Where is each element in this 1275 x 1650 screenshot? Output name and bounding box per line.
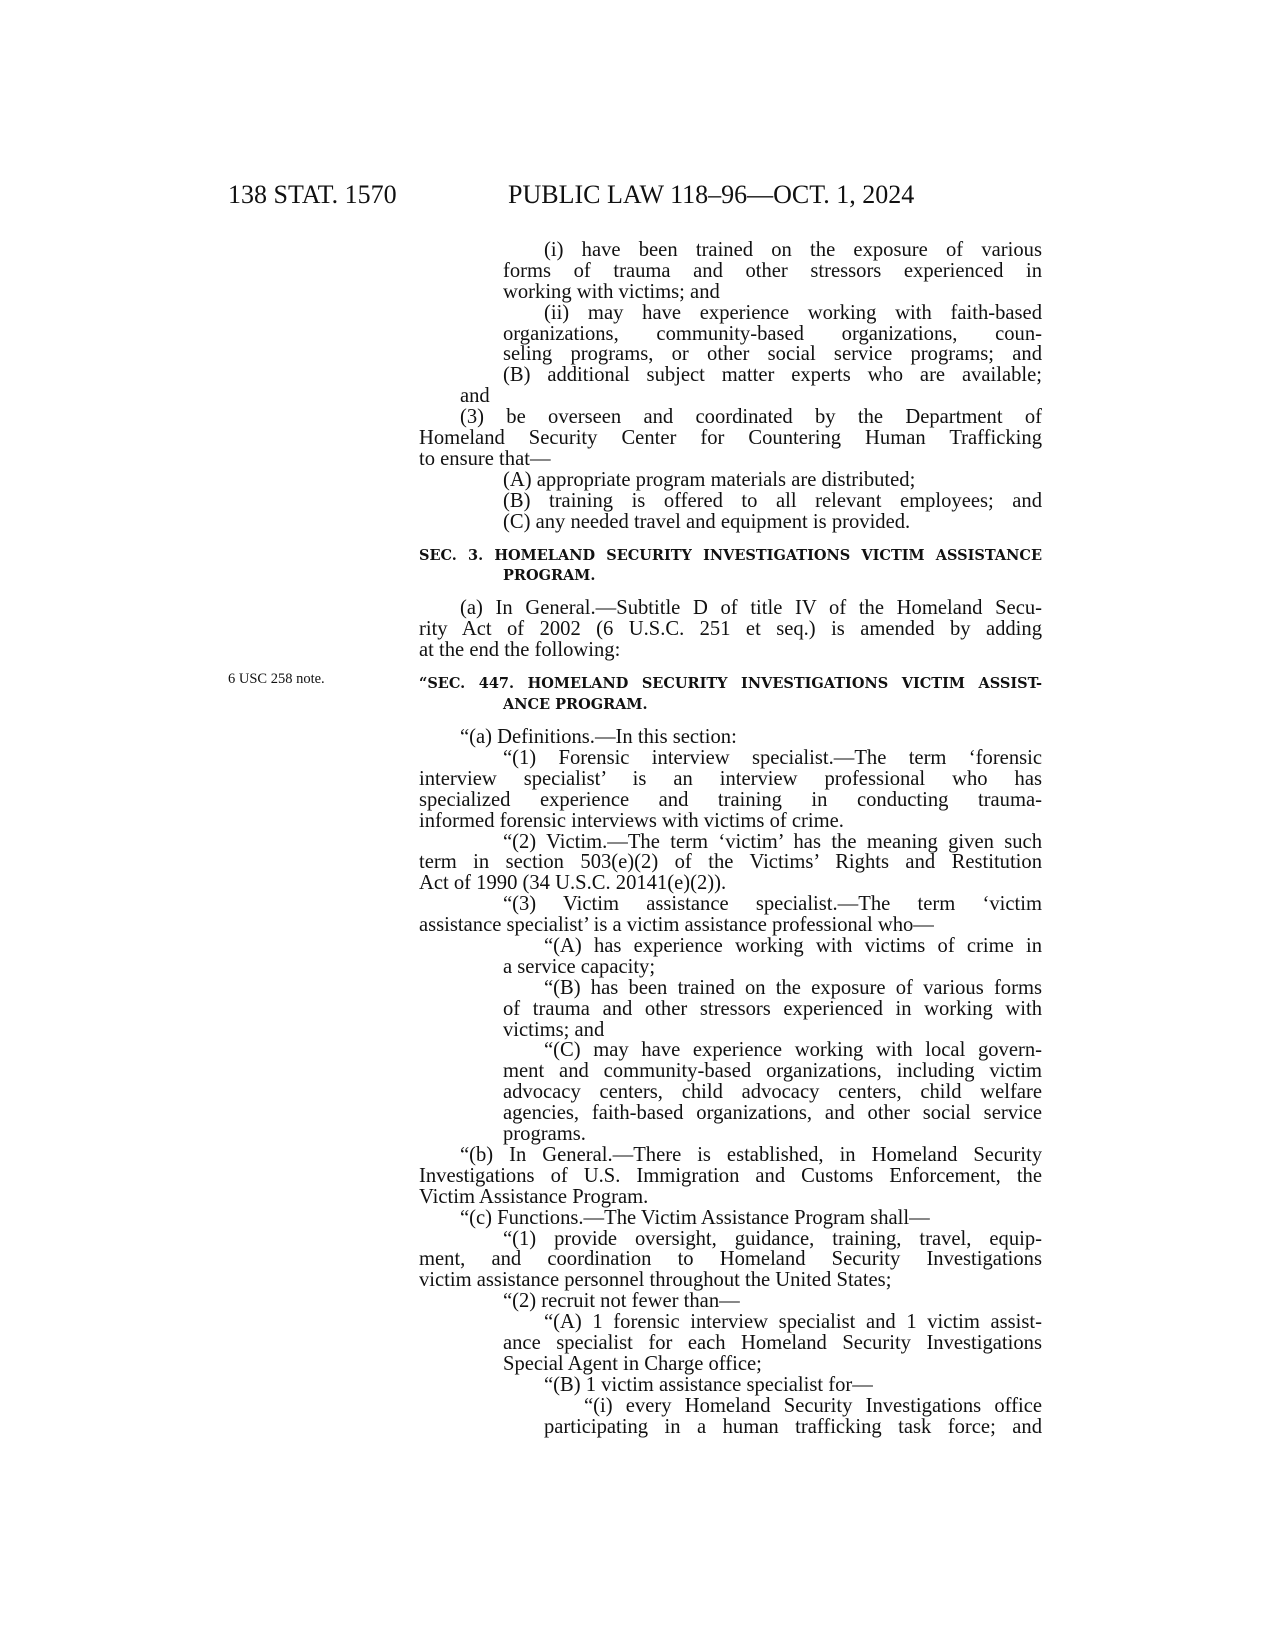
text-line: (ii) may have experience working with faith-based (544, 301, 1042, 324)
text-line: victims; and (503, 1019, 605, 1041)
text-line: of trauma and other stressors experienced in working with (503, 997, 1042, 1020)
text-line: “(2) Victim.—The term ‘victim’ has the meaning given such (503, 830, 1042, 853)
page-stat-citation: 138 STAT. 1570 (228, 180, 397, 209)
text-line: rity Act of 2002 (6 U.S.C. 251 et seq.) is amended by adding (419, 618, 1042, 641)
text-line: (a) In General.—Subtitle D of title IV of the Homeland Secu- (460, 597, 1042, 620)
text-line: at the end the following: (419, 640, 621, 662)
text-line: ance specialist for each Homeland Security Investigations (503, 1332, 1042, 1355)
text-line: “(2) recruit not fewer than— (503, 1291, 740, 1313)
text-line: and (460, 386, 490, 408)
text-line: “(1) Forensic interview specialist.—The term ‘forensic (503, 746, 1042, 769)
text-line: (B) training is offered to all relevant employees; and (503, 489, 1042, 512)
text-line: organizations, community-based organizations, coun- (503, 322, 1042, 345)
margin-note: 6 USC 258 note. (228, 671, 325, 687)
text-line: forms of trauma and other stressors experienced in (503, 259, 1042, 282)
text-line: “(a) Definitions.—In this section: (460, 727, 737, 748)
text-line: (i) have been trained on the exposure of various (544, 239, 1042, 261)
text-line: “(b) In General.—There is established, in Homeland Security (460, 1143, 1042, 1166)
text-line: interview specialist’ is an interview professional who has (419, 767, 1042, 790)
paragraph-gap (419, 714, 1042, 727)
text-line: participating in a human trafficking task force; and (544, 1415, 1042, 1438)
text-line: informed forensic interviews with victims of crime. (419, 810, 844, 832)
text-line: seling programs, or other social service programs; and (503, 343, 1042, 366)
text-line: Act of 1990 (34 U.S.C. 20141(e)(2)). (419, 873, 727, 895)
text-line: victim assistance personnel throughout the United States; (419, 1270, 892, 1292)
text-line: “(1) provide oversight, guidance, training, travel, equip- (503, 1227, 1042, 1250)
text-line: “(c) Functions.—The Victim Assistance Program shall— (460, 1207, 930, 1229)
section-heading-line: ANCE PROGRAM. (503, 696, 648, 714)
text-line: ment, and coordination to Homeland Security Investigations (419, 1248, 1042, 1271)
paragraph-gap (419, 661, 1042, 674)
text-line: assistance specialist’ is a victim assistance professional who— (419, 915, 934, 936)
text-line: Special Agent in Charge office; (503, 1353, 762, 1375)
text-line: agencies, faith-based organizations, and other social service (503, 1102, 1042, 1125)
section-heading-line: PROGRAM. (503, 567, 596, 585)
text-line: ment and community-based organizations, including victim (503, 1060, 1042, 1083)
section-heading-line: SEC. 3. HOMELAND SECURITY INVESTIGATIONS VICTIM ASSISTANCE (419, 546, 1042, 564)
text-line: (3) be overseen and coordinated by the Department of (460, 406, 1042, 429)
paragraph-gap (419, 533, 1042, 546)
text-line: programs. (503, 1124, 586, 1145)
text-line: (B) additional subject matter experts who are available; (503, 364, 1042, 387)
text-line: “(A) has experience working with victims of crime in (544, 934, 1042, 957)
text-line: “(A) 1 forensic interview specialist and 1 victim assist- (544, 1311, 1042, 1334)
text-line: (C) any needed travel and equipment is provided. (503, 511, 911, 533)
text-line: “(B) 1 victim assistance specialist for— (544, 1374, 873, 1396)
text-line: “(i) every Homeland Security Investigations office (584, 1394, 1042, 1417)
text-line: “(C) may have experience working with local govern- (544, 1039, 1042, 1062)
statute-body (419, 240, 1042, 1438)
text-line: Victim Assistance Program. (419, 1186, 649, 1208)
page-running-title: PUBLIC LAW 118–96—OCT. 1, 2024 (508, 180, 915, 209)
text-line: working with victims; and (503, 281, 720, 303)
text-line: Homeland Security Center for Countering Human Trafficking (419, 427, 1042, 450)
text-line: “(3) Victim assistance specialist.—The term ‘victim (503, 893, 1042, 916)
text-line: to ensure that— (419, 448, 551, 470)
section-heading-line: “SEC. 447. HOMELAND SECURITY INVESTIGATIONS VICTIM ASSIST- (419, 675, 1042, 693)
text-line: “(B) has been trained on the exposure of various forms (544, 976, 1042, 999)
text-line: specialized experience and training in conducting trauma- (419, 788, 1042, 811)
text-line: term in section 503(e)(2) of the Victims’ Rights and Restitution (419, 851, 1042, 874)
text-line: advocacy centers, child advocacy centers, child welfare (503, 1081, 1042, 1104)
text-line: Investigations of U.S. Immigration and Customs Enforcement, the (419, 1164, 1042, 1187)
text-line: a service capacity; (503, 956, 656, 978)
text-line: (A) appropriate program materials are distributed; (503, 469, 916, 491)
